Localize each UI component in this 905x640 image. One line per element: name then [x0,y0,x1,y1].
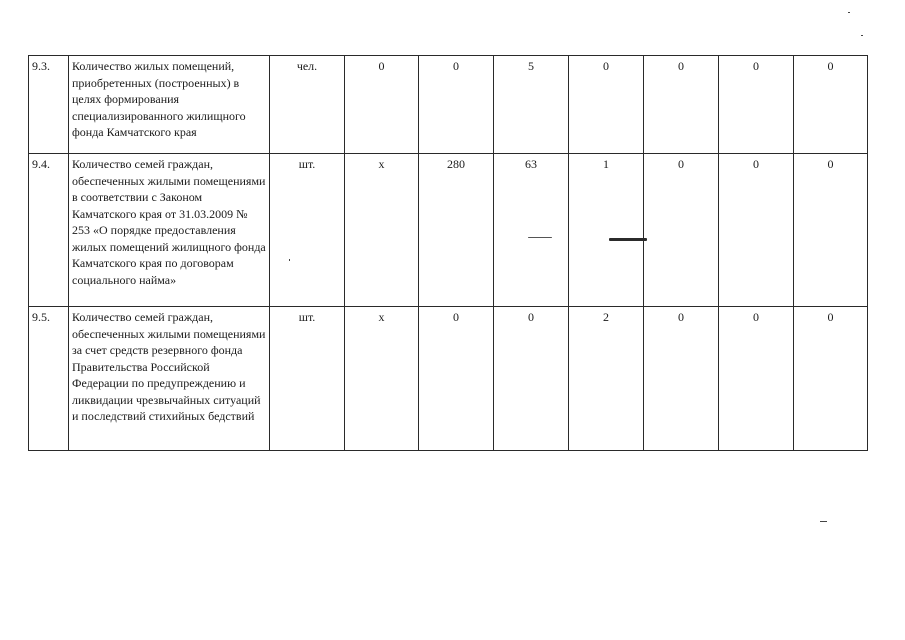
row-number: 9.4. [29,154,69,307]
scan-speck [289,259,290,261]
value-cell: 0 [419,307,494,451]
value-cell: 280 [419,154,494,307]
scan-speck [848,12,850,13]
scan-speck [861,35,863,36]
value-cell: 0 [794,307,868,451]
value-cell: 0 [494,307,569,451]
value-cell: 0 [794,154,868,307]
indicator-name: Количество семей граждан, обеспеченных жилыми помещениями в соответствии с Законом Камчатского края от 31.03.2009 № 253 «О порядке предоставления жилых помещений жилищного фонда Камчатского края по договорам социального найма» [69,154,270,307]
value-cell: 0 [719,154,794,307]
row-number: 9.3. [29,56,69,154]
value-cell: 5 [494,56,569,154]
value-cell: 0 [644,56,719,154]
row-number: 9.5. [29,307,69,451]
value-cell: 0 [644,307,719,451]
value-cell: 63 [494,154,569,307]
value-cell: 1 [569,154,644,307]
scan-speck [820,521,827,522]
unit-cell: шт. [270,154,345,307]
value-cell: 0 [719,56,794,154]
indicator-name: Количество семей граждан, обеспеченных жилыми помещениями за счет средств резервного фонда Правительства Российской Федерации по предупреждению и ликвидации чрезвычайных ситуаций и последствий стихийных бедствий [69,307,270,451]
value-cell: 0 [644,154,719,307]
value-cell: х [345,154,419,307]
indicator-name: Количество жилых помещений, приобретенных (построенных) в целях формирования специализированного жилищного фонда Камчатского края [69,56,270,154]
table-row [29,56,868,154]
pen-stroke-mark [609,238,647,241]
value-cell: х [345,307,419,451]
unit-cell: чел. [270,56,345,154]
indicators-table [28,55,868,451]
value-cell: 0 [719,307,794,451]
table-row [29,307,868,451]
table-row [29,154,868,307]
pen-stroke-mark [528,237,552,238]
value-cell: 0 [345,56,419,154]
unit-cell: шт. [270,307,345,451]
value-cell: 2 [569,307,644,451]
value-cell: 0 [569,56,644,154]
value-cell: 0 [419,56,494,154]
value-cell: 0 [794,56,868,154]
